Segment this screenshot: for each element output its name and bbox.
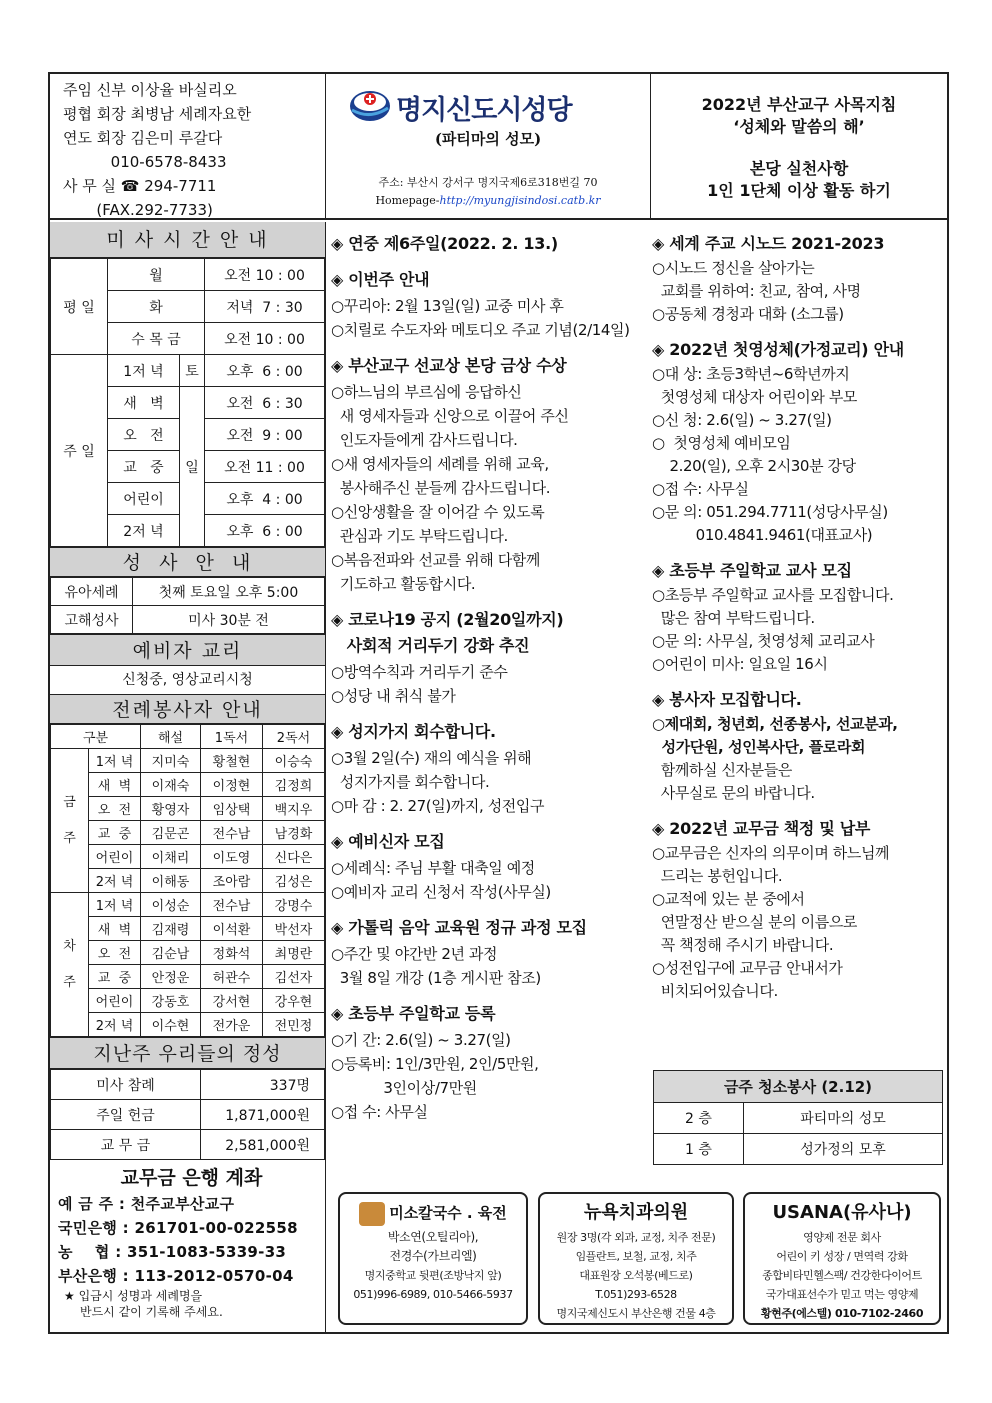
notice-item: ○3월 2일(수) 재의 예식을 위해: [331, 749, 532, 767]
cleaning-table: [653, 1070, 943, 1165]
motto-line: [651, 138, 947, 158]
servers-mass-name: 어린이: [89, 845, 141, 869]
servers-person: 백지우: [263, 797, 325, 821]
ad-title: USANA(유사나): [772, 1202, 912, 1223]
mass-name: 새 벽: [108, 387, 180, 419]
sacrament-table: [50, 577, 325, 634]
servers-person: 이정현: [201, 773, 263, 797]
servers-person: 이석환: [201, 917, 263, 941]
servers-person: 이성순: [141, 893, 201, 917]
ad-line: 명지중학교 뒷편(조방낙지 앞): [364, 1269, 502, 1282]
servers-header: 구분: [51, 725, 141, 749]
servers-mass-name: 2저 녁: [89, 869, 141, 893]
servers-person: 강동호: [141, 989, 201, 1013]
notice-item: ○세례식: 주님 부활 대축일 예정: [331, 859, 535, 877]
servers-person: 조아람: [201, 869, 263, 893]
notice-item: ○등록비: 1인/3만원, 2인/5만원,: [331, 1055, 539, 1073]
bank-row: 국민은행 : 261701-00-022558: [58, 1219, 298, 1237]
mass-day: 수 목 금: [108, 323, 205, 355]
notice-item: ○초등부 주일학교 교사를 모집합니다.: [652, 586, 894, 604]
servers-mass-name: 새 벽: [89, 917, 141, 941]
servers-header: 2독서: [263, 725, 325, 749]
notice-item: 기도하고 활동합시다.: [331, 575, 476, 593]
servers-person: 이채리: [141, 845, 201, 869]
mass-time: 오전 10 : 00: [205, 323, 325, 355]
servers-person: 황영자: [141, 797, 201, 821]
bank-row: 농 협 : 351-1083-5339-33: [58, 1243, 287, 1261]
servers-header: 1독서: [201, 725, 263, 749]
catechumen-text: 신청중, 영상교리시청: [122, 672, 253, 688]
servers-person: 박선자: [263, 917, 325, 941]
bank-note: 반드시 같이 기록해 주세요.: [80, 1305, 223, 1319]
notice-item: ○마 감 : 2. 27(일)까지, 성전입구: [331, 797, 545, 815]
mass-time: 저녁 7 : 30: [205, 291, 325, 323]
servers-person: 이승숙: [263, 749, 325, 773]
notice-item: ○교적에 있는 분 중에서: [652, 890, 805, 908]
mass-day: 화: [108, 291, 205, 323]
servers-person: 전수남: [201, 821, 263, 845]
cleaning-group: 파티마의 성모: [744, 1103, 943, 1134]
notice-heading: ◈ 이번주 안내: [331, 270, 430, 289]
church-address: 주소: 부산시 강서구 명지국제6로318번길 70: [378, 176, 598, 189]
bulletin-frame: [48, 72, 949, 1334]
bank-row: 예 금 주 : 천주교부산교구: [58, 1195, 235, 1213]
ad-line: 임플란트, 보철, 교정, 치주: [575, 1250, 697, 1263]
ad-line: 원장 3명(각 외과, 교정, 치주 전문): [556, 1231, 716, 1244]
church-logo-icon: [348, 88, 392, 124]
mass-time: 오전 6 : 30: [205, 387, 325, 419]
offering-table: [50, 1069, 325, 1160]
notice-item: ○접 수: 사무실: [652, 480, 749, 498]
servers-person: 임상택: [201, 797, 263, 821]
notice-item: 연말정산 받으실 분의 이름으로: [652, 913, 858, 931]
notice-item: ○교무금은 신자의 의무이며 하느님께: [652, 844, 890, 862]
ad-line: 어린이 키 성장 / 면역력 강화: [776, 1250, 908, 1263]
restaurant-logo-icon: [359, 1202, 385, 1226]
offering-value: 2,581,000원: [201, 1130, 325, 1160]
notice-item: ○새 영세자들의 세례를 위해 교육,: [331, 455, 549, 473]
notice-item: ○문 의: 사무실, 첫영성체 교리교사: [652, 632, 875, 650]
staff-line: 사 무 실 ☎ 294-7711: [63, 177, 217, 195]
notice-column-right: [650, 222, 947, 1003]
servers-person: 김순남: [141, 941, 201, 965]
mass-day: 월: [108, 259, 205, 291]
notice-item: 사무실로 문의 바랍니다.: [652, 784, 815, 802]
weekday-label: 평 일: [51, 259, 108, 355]
sacrament-name: 유아세례: [51, 578, 133, 606]
bank-note: ★ 입금시 성명과 세례명을: [64, 1289, 203, 1303]
mass-time: 오전 11 : 00: [205, 451, 325, 483]
mass-time: 오전 10 : 00: [205, 259, 325, 291]
offering-value: 1,871,000원: [201, 1100, 325, 1130]
ad-title: 뉴욕치과의원: [583, 1202, 689, 1223]
mass-name: 2저 녁: [108, 515, 180, 547]
staff-line: 연도 회장 김은미 루갈다: [63, 129, 223, 147]
notice-item: 2.20(일), 오후 2시30분 강당: [652, 457, 856, 475]
servers-mass-name: 새 벽: [89, 773, 141, 797]
notice-item: ○접 수: 사무실: [331, 1103, 428, 1121]
ad-usana: [743, 1192, 941, 1325]
ad-line: 종합비타민헬스팩/ 건강한다이어트: [762, 1269, 922, 1282]
servers-person: 이수현: [141, 1013, 201, 1037]
notice-heading: ◈ 초등부 주일학교 교사 모집: [652, 561, 852, 580]
notice-item: 010.4841.9461(대표교사): [652, 526, 873, 544]
notice-item: 3월 8일 개강 (1층 게시판 참조): [331, 969, 541, 987]
notice-item: ○신앙생활을 잘 이어갈 수 있도록: [331, 503, 545, 521]
notice-heading: ◈ 예비신자 모집: [331, 832, 445, 851]
cleaning-floor: 1 층: [654, 1134, 744, 1165]
servers-person: 정화석: [201, 941, 263, 965]
ad-line: 명지국제신도시 부산은행 건물 4층: [556, 1307, 716, 1320]
notice-item: ○성당 내 취식 불가: [331, 687, 456, 705]
servers-person: 남경화: [263, 821, 325, 845]
staff-line: 주임 신부 이상율 바실리오: [63, 81, 237, 99]
mass-name: 1저 녁: [108, 355, 180, 387]
notice-item: 성지가지를 회수합니다.: [331, 773, 490, 791]
notice-heading: ◈ 가톨릭 음악 교육원 정규 과정 모집: [331, 918, 587, 937]
mass-schedule-table: [50, 258, 325, 547]
notice-item: ○성전입구에 교무금 안내서가: [652, 959, 843, 977]
sacrament-title: 성 사 안 내: [50, 547, 325, 577]
notice-heading: ◈ 성지가지 회수합니다.: [331, 722, 496, 741]
notice-item: ○제대회, 청년회, 선종봉사, 선교분과,: [652, 715, 898, 733]
motto-line: ‘성체와 말씀의 해’: [733, 117, 865, 136]
notice-item: 드리는 봉헌입니다.: [652, 867, 783, 885]
notice-item: ○ 첫영성체 예비모임: [652, 434, 791, 452]
mass-time: 오후 6 : 00: [205, 515, 325, 547]
notice-item: 함께하실 신자분들은: [652, 761, 792, 779]
servers-week-label: 금 주: [51, 749, 89, 893]
servers-person: 강우현: [263, 989, 325, 1013]
homepage-link[interactable]: http://myungjisindosi.catb.kr: [439, 194, 601, 207]
ad-line: 국가대표선수가 믿고 먹는 영양제: [765, 1288, 919, 1301]
servers-person: 전민정: [263, 1013, 325, 1037]
servers-person: 지미숙: [141, 749, 201, 773]
notice-heading: ◈ 부산교구 선교상 본당 금상 수상: [331, 356, 567, 375]
servers-mass-name: 오 전: [89, 797, 141, 821]
staff-line: (FAX.292-7733): [63, 201, 213, 219]
servers-person: 최명란: [263, 941, 325, 965]
notice-item: 관심과 기도 부탁드립니다.: [331, 527, 508, 545]
notice-item: 첫영성체 대상자 어린이와 부모: [652, 388, 858, 406]
mass-name: 교 중: [108, 451, 180, 483]
notice-heading: 사회적 거리두기 강화 추진: [331, 636, 530, 655]
church-subtitle: (파티마의 성모): [434, 130, 542, 148]
mass-time: 오후 6 : 00: [205, 355, 325, 387]
cleaning-group: 성가정의 모후: [744, 1134, 943, 1165]
sunday-label: 주 일: [51, 355, 108, 547]
servers-mass-name: 오 전: [89, 941, 141, 965]
servers-mass-name: 어린이: [89, 989, 141, 1013]
servers-person: 김정희: [263, 773, 325, 797]
notice-heading: ◈ 2022년 교무금 책정 및 납부: [652, 819, 871, 838]
notice-heading: ◈ 2022년 첫영성체(가정교리) 안내: [652, 340, 904, 359]
sacrament-value: 첫째 토요일 오후 5:00: [133, 578, 325, 606]
motto-line: 1인 1단체 이상 활동 하기: [707, 181, 891, 200]
homepage-label: Homepage-: [375, 194, 440, 207]
ad-line: 영양제 전문 회사: [803, 1231, 881, 1244]
sunday-day-label: 일: [180, 387, 205, 547]
notice-item: ○치릴로 수도자와 메토디오 주교 기념(2/14일): [331, 321, 630, 339]
notice-item: ○대 상: 초등3학년~6학년까지: [652, 365, 850, 383]
cleaning-title: 금주 청소봉사 (2.12): [654, 1071, 943, 1103]
offering-name: 미사 참례: [51, 1070, 201, 1100]
notice-heading: ◈ 세계 주교 시노드 2021-2023: [652, 234, 885, 253]
notice-item: ○하느님의 부르심에 응답하신: [331, 383, 522, 401]
offering-name: 주일 헌금: [51, 1100, 201, 1130]
servers-mass-name: 1저 녁: [89, 749, 141, 773]
left-column: [50, 222, 326, 1332]
notice-heading: ◈ 초등부 주일학교 등록: [331, 1004, 496, 1023]
mass-name: 어린이: [108, 483, 180, 515]
notice-item: ○복음전파와 선교를 위해 다함께: [331, 551, 540, 569]
ad-line: 황현주(에스텔) 010-7102-2460: [760, 1307, 924, 1320]
offering-title: 지난주 우리들의 정성: [50, 1037, 325, 1069]
notice-column-middle: [328, 222, 650, 1124]
notice-item: ○어린이 미사: 일요일 16시: [652, 655, 828, 673]
servers-person: 김선자: [263, 965, 325, 989]
servers-mass-name: 2저 녁: [89, 1013, 141, 1037]
servers-person: 황철현: [201, 749, 263, 773]
notice-heading: ◈ 봉사자 모집합니다.: [652, 690, 802, 709]
saturday-label: 토: [180, 355, 205, 387]
offering-value: 337명: [201, 1070, 325, 1100]
servers-person: 허관수: [201, 965, 263, 989]
bank-title: 교무금 은행 계좌: [120, 1167, 263, 1189]
notice-item: ○주간 및 야간반 2년 과정: [331, 945, 498, 963]
servers-mass-name: 교 중: [89, 821, 141, 845]
servers-person: 김성은: [263, 869, 325, 893]
notice-item: 많은 참여 부탁드립니다.: [652, 609, 815, 627]
servers-person: 신다은: [263, 845, 325, 869]
servers-week-label: 차 주: [51, 893, 89, 1037]
ad-line: 박소연(오틸리아),: [387, 1230, 479, 1244]
servers-person: 강서현: [201, 989, 263, 1013]
ad-line: 전경수(가브리엘): [389, 1249, 477, 1263]
servers-person: 이재숙: [141, 773, 201, 797]
sacrament-value: 미사 30분 전: [133, 606, 325, 634]
staff-line: 평협 회장 최병남 세례자요한: [63, 105, 252, 123]
notice-item: ○시노드 정신을 살아가는: [652, 259, 815, 277]
notice-item: 꼭 책정해 주시기 바랍니다.: [652, 936, 834, 954]
notice-item: ○예비자 교리 신청서 작성(사무실): [331, 883, 551, 901]
staff-line: 010-6578-8433: [63, 153, 227, 171]
ad-title: 미소칼국수 . 육전: [340, 1200, 526, 1226]
notice-item: ○문 의: 051.294.7711(성당사무실): [652, 503, 888, 521]
notice-heading: ◈ 연중 제6주일(2022. 2. 13.): [331, 234, 558, 253]
motto-line: 2022년 부산교구 사목지침: [701, 95, 897, 114]
servers-person: 전수남: [201, 893, 263, 917]
pastoral-motto: [650, 74, 947, 220]
ad-dental-clinic: [538, 1192, 734, 1325]
notice-item: ○꾸리아: 2월 13일(일) 교중 미사 후: [331, 297, 564, 315]
mass-time: 오후 4 : 00: [205, 483, 325, 515]
mass-name: 오 전: [108, 419, 180, 451]
notice-item: 봉사해주신 분들께 감사드립니다.: [331, 479, 551, 497]
church-name: 명지신도시성당: [396, 95, 572, 126]
servers-person: 안정운: [141, 965, 201, 989]
notice-item: 인도자들에게 감사드립니다.: [331, 431, 518, 449]
servers-mass-name: 교 중: [89, 965, 141, 989]
servers-person: 전가운: [201, 1013, 263, 1037]
notice-item: ○공동체 경청과 대화 (소그룹): [652, 305, 844, 323]
ad-line: 대표원장 오석봉(베드로): [579, 1269, 693, 1282]
motto-line: 본당 실천사항: [749, 159, 849, 178]
mass-time: 오전 9 : 00: [205, 419, 325, 451]
servers-person: 이도영: [201, 845, 263, 869]
servers-person: 김재령: [141, 917, 201, 941]
notice-item: 새 영세자들과 신앙으로 이끌어 주신: [331, 407, 569, 425]
bank-row: 부산은행 : 113-2012-0570-04: [58, 1267, 294, 1285]
servers-person: 이해동: [141, 869, 201, 893]
church-title-block: [326, 74, 650, 220]
cleaning-floor: 2 층: [654, 1103, 744, 1134]
staff-info: [50, 74, 326, 220]
notice-item: 비치되어있습니다.: [652, 982, 778, 1000]
bulletin-header: [50, 74, 947, 220]
notice-item: 3인이상/7만원: [331, 1079, 477, 1097]
notice-heading: ◈ 코로나19 공지 (2월20일까지): [331, 610, 564, 629]
notice-item: 교회를 위하여: 친교, 참여, 사명: [652, 282, 861, 300]
homepage-line: [326, 194, 650, 207]
bank-account-block: [50, 1160, 325, 1320]
servers-person: 강명수: [263, 893, 325, 917]
notice-item: ○기 간: 2.6(일) ~ 3.27(일): [331, 1031, 511, 1049]
ad-noodle-restaurant: [338, 1192, 528, 1325]
servers-title: 전례봉사자 안내: [50, 694, 325, 724]
servers-mass-name: 1저 녁: [89, 893, 141, 917]
notice-item: 성가단원, 성인복사단, 플로라회: [652, 738, 866, 756]
servers-header: 해설: [141, 725, 201, 749]
ad-line: 051)996-6989, 010-5466-5937: [353, 1288, 513, 1301]
ad-line: T.051)293-6528: [595, 1288, 677, 1301]
notice-item: ○방역수칙과 거리두기 준수: [331, 663, 508, 681]
notice-item: ○신 청: 2.6(일) ~ 3.27(일): [652, 411, 832, 429]
sacrament-name: 고해성사: [51, 606, 133, 634]
mass-schedule-title: 미 사 시 간 안 내: [50, 222, 325, 258]
servers-person: 김문곤: [141, 821, 201, 845]
offering-name: 교 무 금: [51, 1130, 201, 1160]
catechumen-title: 예비자 교리: [50, 634, 325, 666]
servers-table: [50, 724, 325, 1037]
